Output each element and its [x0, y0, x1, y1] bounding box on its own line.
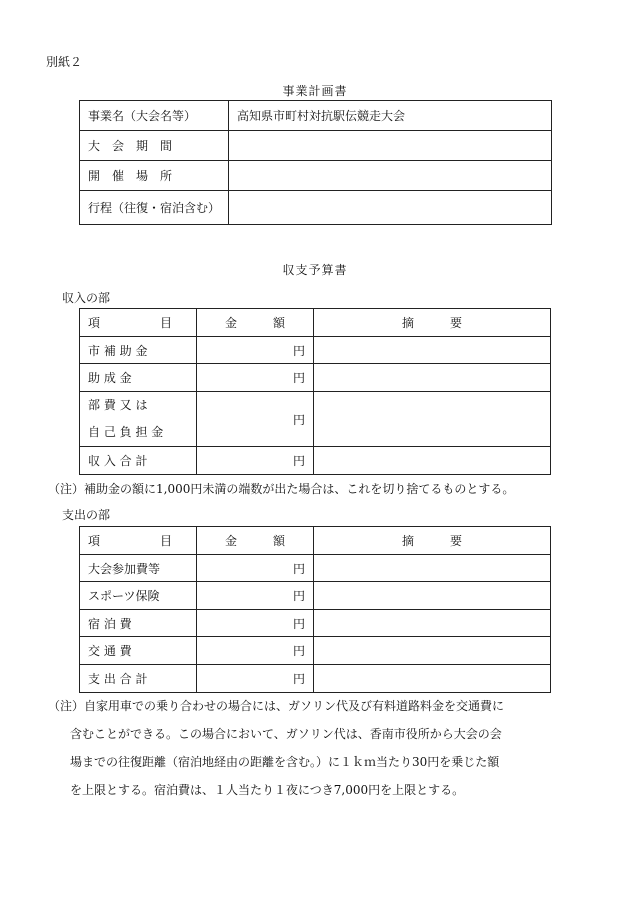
- col-item-header: 項 目: [80, 309, 197, 337]
- table-row: [80, 337, 551, 364]
- amount-cell: 円: [197, 364, 314, 392]
- table-header-row: [80, 309, 551, 337]
- plan-title: 事業計画書: [282, 84, 348, 98]
- item-label: 収 入 合 計: [80, 447, 197, 475]
- amount-cell: 円: [197, 665, 314, 693]
- plan-row-value: [229, 161, 552, 191]
- expense-note-line: 場までの往復距離（宿泊地経由の距離を含む。）に１ｋｍ当たり30円を乗じた額: [70, 755, 500, 769]
- item-label: 大会参加費等: [80, 555, 197, 582]
- table-row: [80, 637, 551, 665]
- amount-cell: 円: [197, 582, 314, 610]
- item-label: 助 成 金: [80, 364, 197, 392]
- item-label: 市 補 助 金: [80, 337, 197, 364]
- expense-note: [48, 692, 588, 804]
- plan-row: [80, 161, 552, 191]
- table-row: [80, 610, 551, 637]
- amount-cell: 円: [197, 637, 314, 665]
- item-label: スポーツ保険: [80, 582, 197, 610]
- note-cell: [314, 364, 551, 392]
- table-row: [80, 364, 551, 392]
- col-item-header: 項 目: [80, 527, 197, 555]
- plan-row-label: 行程（往復・宿泊含む）: [80, 191, 229, 225]
- item-label-line: 自 己 負 担 金: [88, 425, 164, 439]
- table-row: [80, 555, 551, 582]
- amount-cell: 円: [197, 610, 314, 637]
- plan-row-value: 高知県市町村対抗駅伝競走大会: [229, 101, 552, 131]
- note-cell: [314, 610, 551, 637]
- table-row: [80, 392, 551, 447]
- attachment-label: 別紙２: [46, 55, 83, 69]
- note-cell: [314, 637, 551, 665]
- amount-cell: 円: [197, 392, 314, 447]
- table-row: [80, 582, 551, 610]
- plan-row-label: 事業名（大会名等）: [80, 101, 229, 131]
- item-label-line: 部 費 又 は: [88, 398, 148, 412]
- budget-title: 収支予算書: [282, 263, 348, 277]
- table-row: [80, 447, 551, 475]
- income-table: [79, 308, 551, 475]
- col-amount-header: 金 額: [197, 527, 314, 555]
- plan-row: [80, 131, 552, 161]
- plan-row-value: [229, 191, 552, 225]
- note-cell: [314, 665, 551, 693]
- expense-note-line: を上限とする。宿泊費は、１人当たり１夜につき7,000円を上限とする。: [70, 783, 465, 797]
- expense-table: [79, 526, 551, 693]
- note-cell: [314, 447, 551, 475]
- col-note-header: 摘 要: [314, 309, 551, 337]
- item-label: 交 通 費: [80, 637, 197, 665]
- plan-row-label: 大 会 期 間: [80, 131, 229, 161]
- expense-note-line: 含むことができる。この場合において、ガソリン代は、香南市役所から大会の会: [70, 727, 502, 741]
- note-cell: [314, 392, 551, 447]
- expense-heading: 支出の部: [62, 508, 111, 522]
- amount-cell: 円: [197, 555, 314, 582]
- income-heading: 収入の部: [62, 291, 111, 305]
- plan-row: [80, 101, 552, 131]
- item-label: [80, 392, 197, 447]
- item-label: 宿 泊 費: [80, 610, 197, 637]
- col-amount-header: 金 額: [197, 309, 314, 337]
- table-row: [80, 665, 551, 693]
- note-cell: [314, 337, 551, 364]
- amount-cell: 円: [197, 447, 314, 475]
- income-note: （注）補助金の額に1,000円未満の端数が出た場合は、これを切り捨てるものとする。: [48, 482, 515, 496]
- table-header-row: [80, 527, 551, 555]
- expense-note-line: （注）自家用車での乗り合わせの場合には、ガソリン代及び有料道路料金を交通費に: [48, 699, 505, 713]
- plan-row-label: 開 催 場 所: [80, 161, 229, 191]
- note-cell: [314, 555, 551, 582]
- amount-cell: 円: [197, 337, 314, 364]
- plan-row-value: [229, 131, 552, 161]
- col-note-header: 摘 要: [314, 527, 551, 555]
- item-label: 支 出 合 計: [80, 665, 197, 693]
- note-cell: [314, 582, 551, 610]
- plan-row: [80, 191, 552, 225]
- plan-table: [79, 100, 552, 225]
